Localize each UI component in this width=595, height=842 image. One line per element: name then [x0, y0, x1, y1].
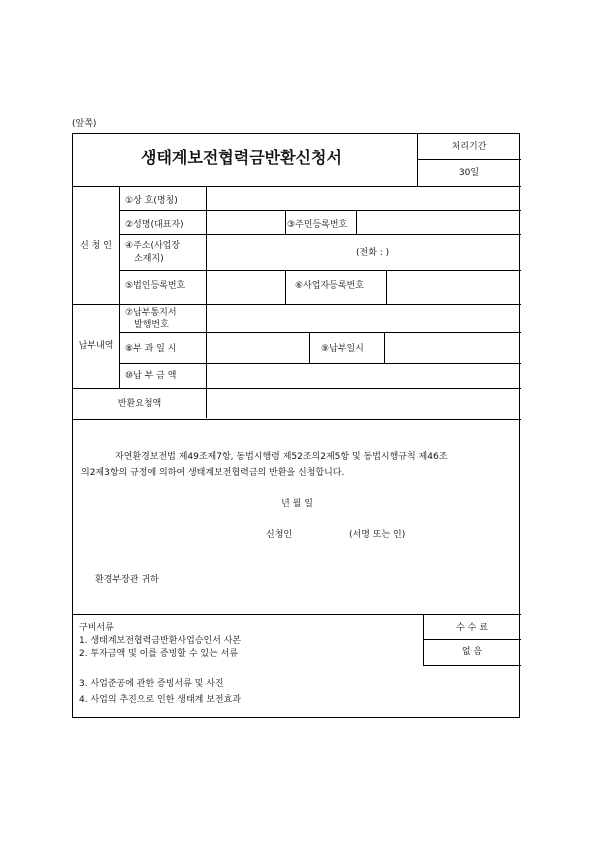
resident-no-field[interactable]: [357, 211, 520, 234]
payment-section-label: 납부내역: [78, 341, 114, 351]
trade-name-label: ①상 호(명칭): [125, 196, 178, 206]
page-side-label: (앞쪽): [72, 119, 97, 129]
address-label-line2: 소재지): [134, 254, 164, 264]
signature-label: 신청인: [266, 530, 293, 540]
notice-no-label-line2: 발행번호: [134, 320, 169, 330]
phone-label: (전화 : ): [356, 248, 390, 258]
resident-no-label: ③주민등록번호: [287, 220, 348, 230]
business-reg-label: ⑥사업자등록번호: [295, 281, 364, 291]
recipient-line: 환경부장관 귀하: [95, 575, 159, 585]
fee-value: 없 음: [461, 647, 483, 657]
refund-application-form: [72, 133, 520, 718]
fee-label: 수 수 료: [456, 623, 488, 633]
payment-date-label: ⑨납부일시: [321, 344, 364, 354]
documents-header: 구비서류: [79, 623, 114, 633]
corp-reg-label: ⑤법인등록번호: [125, 281, 186, 291]
business-reg-field[interactable]: [387, 271, 520, 303]
refund-amount-field[interactable]: [207, 389, 520, 418]
signature-note: (서명 또는 인): [349, 530, 406, 540]
charge-date-label: ⑧부 과 일 시: [125, 344, 177, 354]
payment-amount-field[interactable]: [207, 364, 520, 387]
payment-amount-label: ⑩납 부 금 액: [125, 371, 177, 381]
address-label-line1: ④주소(사업장: [125, 241, 181, 251]
name-field[interactable]: [207, 211, 284, 234]
corp-reg-field[interactable]: [207, 271, 284, 303]
processing-period-label: 처리기간: [451, 142, 487, 152]
form-title: 생태계보전협력금반환신청서: [141, 148, 342, 167]
charge-date-field[interactable]: [207, 333, 308, 362]
declaration-line-1: 자연환경보전법 제49조제7항, 동법시행령 제52조의2제5항 및 동법시행규칙 제46조: [115, 452, 448, 462]
notice-no-field[interactable]: [207, 305, 520, 332]
declaration-line-2: 의2제3항의 규정에 의하여 생태계보전협력금의 반환을 신청합니다.: [81, 468, 345, 478]
notice-no-label-line1: ⑦납부통지서: [125, 308, 177, 318]
name-label: ②성명(대표자): [125, 220, 184, 230]
applicant-section-label: 신 청 인: [80, 241, 112, 251]
date-line: 년 월 일: [281, 499, 313, 509]
processing-period-value: 30일: [458, 168, 480, 178]
document-item: 2. 투자금액 및 이를 증빙할 수 있는 서류: [79, 649, 239, 659]
refund-amount-label: 반환요청액: [117, 399, 162, 409]
trade-name-field[interactable]: [207, 187, 520, 210]
document-item: 3. 사업준공에 관한 증빙서류 및 사진: [79, 679, 224, 689]
document-item: 1. 생태계보전협력금반환사업승인서 사본: [79, 636, 242, 646]
document-item: 4. 사업의 추진으로 인한 생태계 보전효과: [79, 695, 241, 705]
payment-date-field[interactable]: [385, 333, 520, 362]
